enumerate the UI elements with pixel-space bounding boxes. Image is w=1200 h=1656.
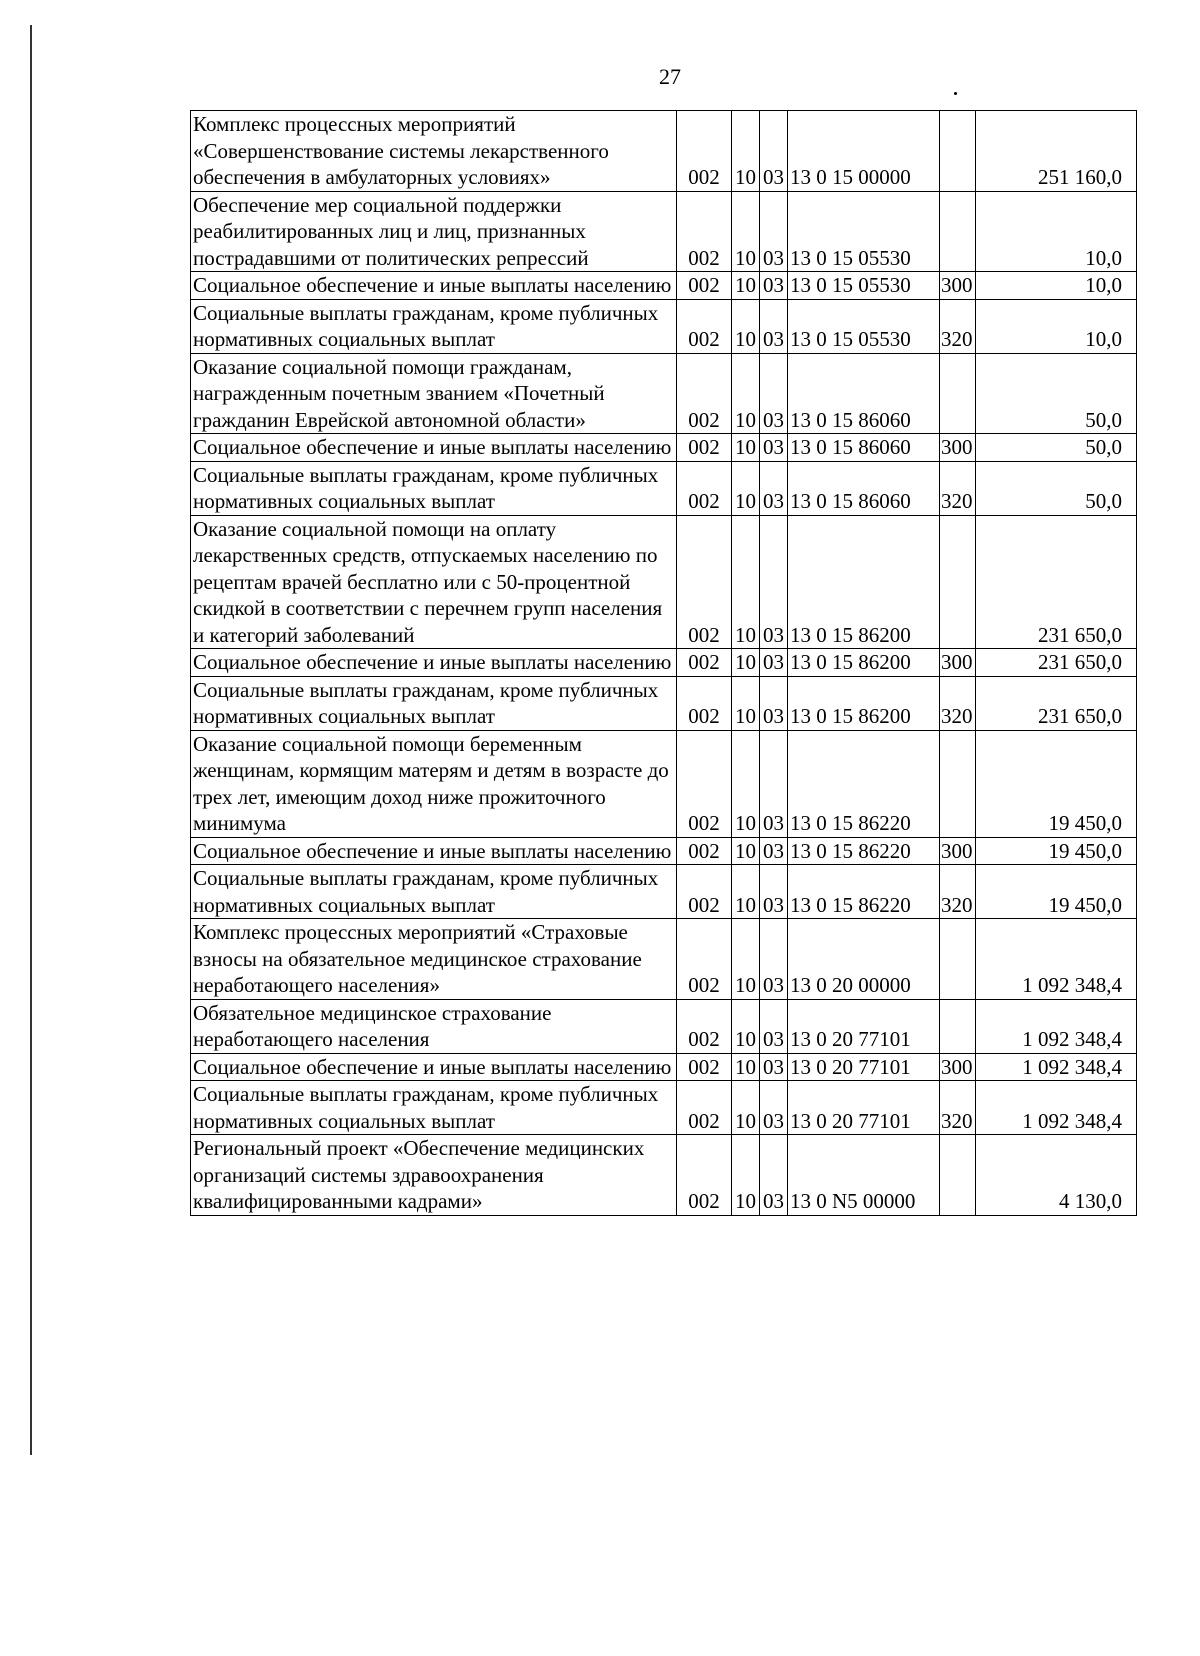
table-row	[191, 1081, 1137, 1135]
target-article-cell: 13 0 15 86060	[788, 353, 940, 434]
subsection-code-cell: 03	[760, 919, 788, 1000]
expense-type-cell	[940, 1135, 976, 1216]
item-name-cell: Оказание социальной помощи беременным женщинам, кормящим матерям и детям в возрасте до трех лет, имеющим доход ниже прожиточного минимума	[191, 730, 677, 837]
amount-cell: 50,0	[976, 353, 1137, 434]
item-name-cell: Социальное обеспечение и иные выплаты населению	[191, 837, 677, 865]
amount-cell: 231 650,0	[976, 515, 1137, 649]
expense-type-cell	[940, 353, 976, 434]
target-article-cell: 13 0 15 86220	[788, 865, 940, 919]
subsection-code-cell: 03	[760, 1135, 788, 1216]
table-row	[191, 461, 1137, 515]
admin-code-cell: 002	[677, 272, 732, 300]
expense-type-cell: 300	[940, 272, 976, 300]
table-row	[191, 434, 1137, 462]
table-row	[191, 191, 1137, 272]
admin-code-cell: 002	[677, 865, 732, 919]
section-code-cell: 10	[732, 999, 760, 1053]
expense-type-cell: 300	[940, 649, 976, 677]
admin-code-cell: 002	[677, 461, 732, 515]
admin-code-cell: 002	[677, 730, 732, 837]
target-article-cell: 13 0 20 77101	[788, 1081, 940, 1135]
expense-type-cell: 320	[940, 865, 976, 919]
target-article-cell: 13 0 20 00000	[788, 919, 940, 1000]
item-name-cell: Социальные выплаты гражданам, кроме публичных нормативных социальных выплат	[191, 461, 677, 515]
target-article-cell: 13 0 15 86200	[788, 515, 940, 649]
item-name-cell: Социальные выплаты гражданам, кроме публичных нормативных социальных выплат	[191, 676, 677, 730]
scan-edge-line	[30, 25, 32, 1455]
expense-type-cell	[940, 730, 976, 837]
target-article-cell: 13 0 N5 00000	[788, 1135, 940, 1216]
admin-code-cell: 002	[677, 299, 732, 353]
amount-cell: 1 092 348,4	[976, 1081, 1137, 1135]
subsection-code-cell: 03	[760, 649, 788, 677]
target-article-cell: 13 0 20 77101	[788, 999, 940, 1053]
expense-type-cell	[940, 111, 976, 192]
subsection-code-cell: 03	[760, 299, 788, 353]
item-name-cell: Комплекс процессных мероприятий «Совершенствование системы лекарственного обеспечения в амбулаторных условиях»	[191, 111, 677, 192]
table-row	[191, 1053, 1137, 1081]
page-number: 27	[659, 64, 681, 89]
subsection-code-cell: 03	[760, 353, 788, 434]
expense-type-cell: 300	[940, 837, 976, 865]
target-article-cell: 13 0 15 86200	[788, 676, 940, 730]
admin-code-cell: 002	[677, 649, 732, 677]
section-code-cell: 10	[732, 272, 760, 300]
item-name-cell: Обязательное медицинское страхование неработающего населения	[191, 999, 677, 1053]
budget-table-body	[191, 111, 1137, 1216]
admin-code-cell: 002	[677, 515, 732, 649]
section-code-cell: 10	[732, 1135, 760, 1216]
section-code-cell: 10	[732, 837, 760, 865]
item-name-cell: Социальное обеспечение и иные выплаты населению	[191, 434, 677, 462]
amount-cell: 231 650,0	[976, 676, 1137, 730]
amount-cell: 10,0	[976, 299, 1137, 353]
admin-code-cell: 002	[677, 1135, 732, 1216]
item-name-cell: Обеспечение мер социальной поддержки реабилитированных лиц и лиц, признанных пострадавшими от политических репрессий	[191, 191, 677, 272]
table-row	[191, 1135, 1137, 1216]
target-article-cell: 13 0 15 86220	[788, 837, 940, 865]
item-name-cell: Социальное обеспечение и иные выплаты населению	[191, 1053, 677, 1081]
section-code-cell: 10	[732, 919, 760, 1000]
amount-cell: 231 650,0	[976, 649, 1137, 677]
target-article-cell: 13 0 15 05530	[788, 299, 940, 353]
table-row	[191, 999, 1137, 1053]
table-row	[191, 515, 1137, 649]
admin-code-cell: 002	[677, 999, 732, 1053]
amount-cell: 50,0	[976, 434, 1137, 462]
admin-code-cell: 002	[677, 111, 732, 192]
amount-cell: 19 450,0	[976, 837, 1137, 865]
section-code-cell: 10	[732, 515, 760, 649]
expense-type-cell: 300	[940, 434, 976, 462]
section-code-cell: 10	[732, 461, 760, 515]
amount-cell: 1 092 348,4	[976, 919, 1137, 1000]
amount-cell: 50,0	[976, 461, 1137, 515]
subsection-code-cell: 03	[760, 730, 788, 837]
subsection-code-cell: 03	[760, 515, 788, 649]
amount-cell: 251 160,0	[976, 111, 1137, 192]
subsection-code-cell: 03	[760, 191, 788, 272]
target-article-cell: 13 0 15 00000	[788, 111, 940, 192]
section-code-cell: 10	[732, 111, 760, 192]
table-row	[191, 272, 1137, 300]
section-code-cell: 10	[732, 676, 760, 730]
admin-code-cell: 002	[677, 191, 732, 272]
expense-type-cell: 320	[940, 1081, 976, 1135]
target-article-cell: 13 0 15 86220	[788, 730, 940, 837]
table-row	[191, 299, 1137, 353]
expense-type-cell	[940, 919, 976, 1000]
table-row	[191, 919, 1137, 1000]
expense-type-cell: 320	[940, 461, 976, 515]
section-code-cell: 10	[732, 353, 760, 434]
table-row	[191, 353, 1137, 434]
budget-table	[190, 110, 1137, 1216]
section-code-cell: 10	[732, 865, 760, 919]
amount-cell: 10,0	[976, 191, 1137, 272]
target-article-cell: 13 0 15 86200	[788, 649, 940, 677]
target-article-cell: 13 0 15 86060	[788, 434, 940, 462]
target-article-cell: 13 0 15 86060	[788, 461, 940, 515]
item-name-cell: Оказание социальной помощи на оплату лекарственных средств, отпускаемых населению по рецептам врачей бесплатно или с 50-процентной скидкой в соответствии с перечнем групп населения и категорий заболеваний	[191, 515, 677, 649]
table-row	[191, 865, 1137, 919]
subsection-code-cell: 03	[760, 865, 788, 919]
subsection-code-cell: 03	[760, 1053, 788, 1081]
expense-type-cell	[940, 515, 976, 649]
subsection-code-cell: 03	[760, 676, 788, 730]
table-row	[191, 649, 1137, 677]
amount-cell: 1 092 348,4	[976, 999, 1137, 1053]
table-row	[191, 676, 1137, 730]
section-code-cell: 10	[732, 1053, 760, 1081]
table-row	[191, 730, 1137, 837]
admin-code-cell: 002	[677, 434, 732, 462]
subsection-code-cell: 03	[760, 111, 788, 192]
section-code-cell: 10	[732, 649, 760, 677]
target-article-cell: 13 0 20 77101	[788, 1053, 940, 1081]
expense-type-cell: 320	[940, 676, 976, 730]
item-name-cell: Социальные выплаты гражданам, кроме публичных нормативных социальных выплат	[191, 865, 677, 919]
scan-artifact-dot	[954, 92, 957, 95]
subsection-code-cell: 03	[760, 461, 788, 515]
amount-cell: 19 450,0	[976, 865, 1137, 919]
amount-cell: 10,0	[976, 272, 1137, 300]
amount-cell: 19 450,0	[976, 730, 1137, 837]
expense-type-cell: 300	[940, 1053, 976, 1081]
item-name-cell: Региональный проект «Обеспечение медицинских организаций системы здравоохранения квалифицированными кадрами»	[191, 1135, 677, 1216]
expense-type-cell	[940, 999, 976, 1053]
admin-code-cell: 002	[677, 353, 732, 434]
section-code-cell: 10	[732, 299, 760, 353]
admin-code-cell: 002	[677, 919, 732, 1000]
section-code-cell: 10	[732, 434, 760, 462]
subsection-code-cell: 03	[760, 837, 788, 865]
section-code-cell: 10	[732, 1081, 760, 1135]
item-name-cell: Социальные выплаты гражданам, кроме публичных нормативных социальных выплат	[191, 1081, 677, 1135]
subsection-code-cell: 03	[760, 1081, 788, 1135]
admin-code-cell: 002	[677, 1053, 732, 1081]
admin-code-cell: 002	[677, 837, 732, 865]
item-name-cell: Социальное обеспечение и иные выплаты населению	[191, 272, 677, 300]
target-article-cell: 13 0 15 05530	[788, 191, 940, 272]
admin-code-cell: 002	[677, 1081, 732, 1135]
item-name-cell: Оказание социальной помощи гражданам, награжденным почетным званием «Почетный гражданин Еврейской автономной области»	[191, 353, 677, 434]
amount-cell: 1 092 348,4	[976, 1053, 1137, 1081]
item-name-cell: Социальное обеспечение и иные выплаты населению	[191, 649, 677, 677]
target-article-cell: 13 0 15 05530	[788, 272, 940, 300]
subsection-code-cell: 03	[760, 272, 788, 300]
item-name-cell: Социальные выплаты гражданам, кроме публичных нормативных социальных выплат	[191, 299, 677, 353]
subsection-code-cell: 03	[760, 434, 788, 462]
amount-cell: 4 130,0	[976, 1135, 1137, 1216]
table-row	[191, 837, 1137, 865]
section-code-cell: 10	[732, 730, 760, 837]
expense-type-cell: 320	[940, 299, 976, 353]
item-name-cell: Комплекс процессных мероприятий «Страховые взносы на обязательное медицинское страхование неработающего населения»	[191, 919, 677, 1000]
table-row	[191, 111, 1137, 192]
expense-type-cell	[940, 191, 976, 272]
section-code-cell: 10	[732, 191, 760, 272]
admin-code-cell: 002	[677, 676, 732, 730]
subsection-code-cell: 03	[760, 999, 788, 1053]
